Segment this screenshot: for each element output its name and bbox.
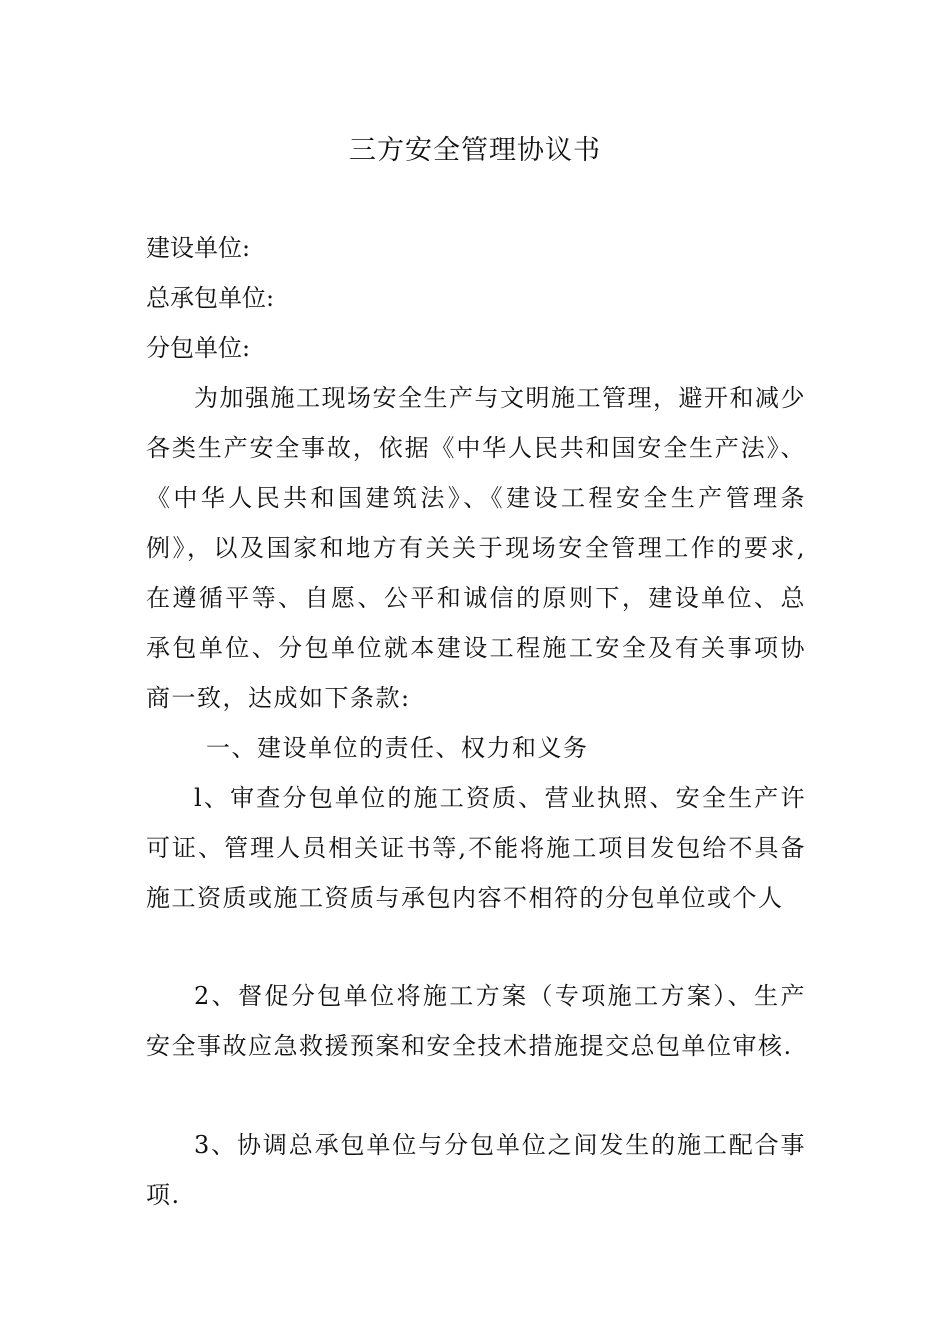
party-general-contractor: 总承包单位:	[146, 284, 275, 312]
clause-2-paragraph: 2、督促分包单位将施工方案（专项施工方案）、生产安全事故应急救援预案和安全技术措施提交总包单位审核.	[146, 982, 806, 1060]
clause-1-paragraph: l、审查分包单位的施工资质、营业执照、安全生产许可证、管理人员相关证书等,不能将施工项目发包给不具备施工资质或施工资质与承包内容不相符的分包单位或个人	[146, 784, 806, 912]
party-construction-unit: 建设单位:	[146, 234, 251, 262]
clause-3-paragraph: 3、协调总承包单位与分包单位之间发生的施工配合事项.	[146, 1131, 806, 1209]
document-title: 三方安全管理协议书	[349, 135, 601, 166]
section-1-heading: 一、建设单位的责任、权力和义务	[206, 734, 589, 762]
preamble-paragraph: 为加强施工现场安全生产与文明施工管理，避开和减少各类生产安全事故，依据《中华人民共和国安全生产法》、《中华人民共和国建筑法》、《建设工程安全生产管理条例》，以及国家和地方有关关于现场安全管理工作的要求,在遵循平等、自愿、公平和诚信的原则下，建设单位、总承包单位、分包单位就本建设工程施工安全及有关事项协商一致，达成如下条款:	[146, 384, 806, 712]
party-subcontractor: 分包单位:	[146, 334, 251, 362]
